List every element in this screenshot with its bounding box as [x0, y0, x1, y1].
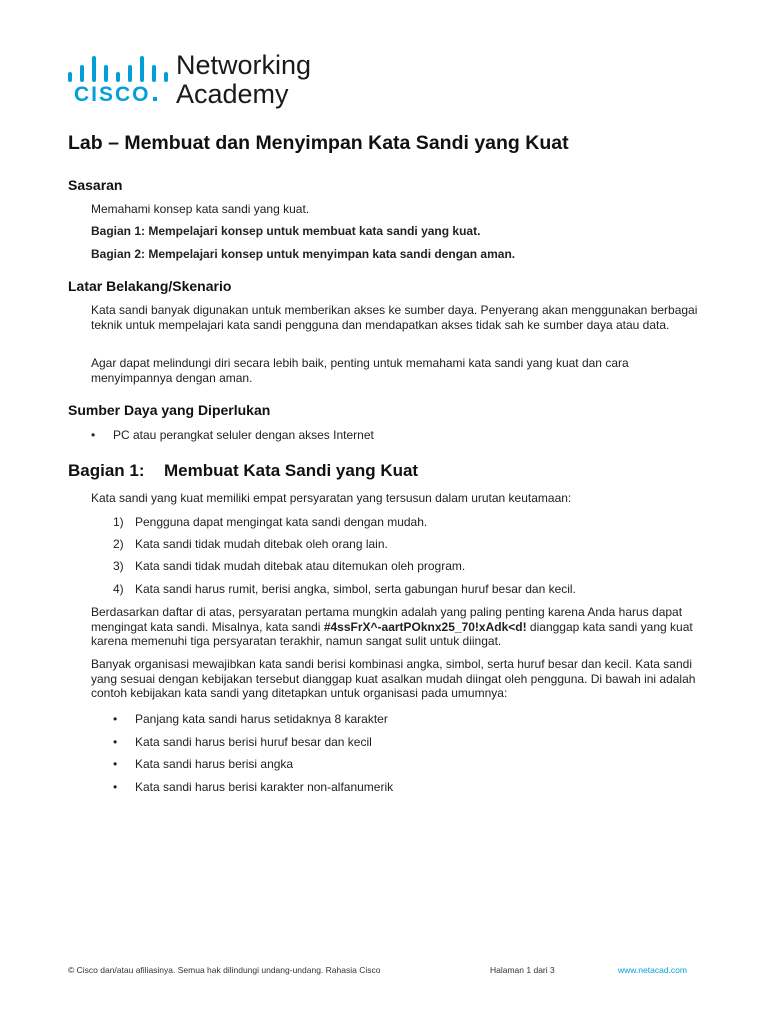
bagian1-paragraph-3: Banyak organisasi mewajibkan kata sandi berisi kombinasi angka, simbol, serta huruf besar dan kecil. Kata sandi yang sesuai dengan kebijakan tersebut dianggap kuat asalkan mudah diingat oleh pengguna. Di bawah ini adalah contoh kebijakan kata sandi yang ditetapkan untuk organisasi pada umumnya: [91, 657, 696, 700]
latar-paragraph-2: Agar dapat melindungi diri secara lebih baik, penting untuk memahami kata sandi yang kuat dan cara menyimpannya dengan aman. [91, 356, 629, 385]
footer-page-number: Halaman 1 dari 3 [490, 965, 555, 975]
sasaran-part1: Bagian 1: Mempelajari konsep untuk membuat kata sandi yang kuat. [91, 224, 481, 238]
heading-sumber-daya: Sumber Daya yang Diperlukan [68, 402, 271, 418]
heading-latar-belakang: Latar Belakang/Skenario [68, 278, 232, 294]
bagian1-intro: Kata sandi yang kuat memiliki empat persyaratan yang tersusun dalam urutan keutamaan: [91, 491, 572, 505]
cisco-bars-icon [68, 56, 164, 82]
brand-academy: Academy [176, 79, 289, 109]
bagian1-paragraph-2: Berdasarkan daftar di atas, persyaratan pertama mungkin adalah yang paling penting karena Anda harus dapat mengingat kata sandi. Misalnya, kata sandi #4ssFrX^-aartPOknx25_70!xAdk<d! dianggap kata sandi yang kuat karena memenuhi tiga persyaratan terakhir, namun sangat sulit untuk diingat. [91, 605, 693, 648]
footer-copyright: © Cisco dan/atau afiliasinya. Semua hak dilindungi undang-undang. Rahasia Cisco [68, 965, 381, 975]
cisco-wordmark: CISCO [74, 83, 157, 107]
sasaran-part2: Bagian 2: Mempelajari konsep untuk menyimpan kata sandi dengan aman. [91, 247, 516, 261]
sasaran-intro: Memahami konsep kata sandi yang kuat. [91, 202, 310, 216]
bullet-icon: • [113, 780, 118, 794]
brand-networking: Networking [176, 50, 312, 80]
bullet-icon: • [113, 712, 118, 726]
bullet-icon: • [113, 757, 118, 771]
latar-paragraph-1: Kata sandi banyak digunakan untuk memberikan akses ke sumber daya. Penyerang akan menggunakan berbagai teknik untuk mempelajari kata sandi pengguna dan mendapatkan akses tidak sah ke sumber daya atau data. [91, 303, 698, 332]
page-title: Lab – Membuat dan Menyimpan Kata Sandi yang Kuat [68, 132, 569, 154]
bullet-icon: • [113, 735, 118, 749]
footer-link[interactable]: www.netacad.com [618, 965, 687, 975]
heading-bagian-1: Bagian 1: Membuat Kata Sandi yang Kuat [68, 461, 419, 480]
bullet-icon: • [91, 428, 96, 442]
cisco-networking-academy-logo [68, 50, 328, 112]
example-password: #4ssFrX^-aartPOknx25_70!xAdk<d! [323, 619, 527, 634]
heading-sasaran: Sasaran [68, 177, 123, 193]
